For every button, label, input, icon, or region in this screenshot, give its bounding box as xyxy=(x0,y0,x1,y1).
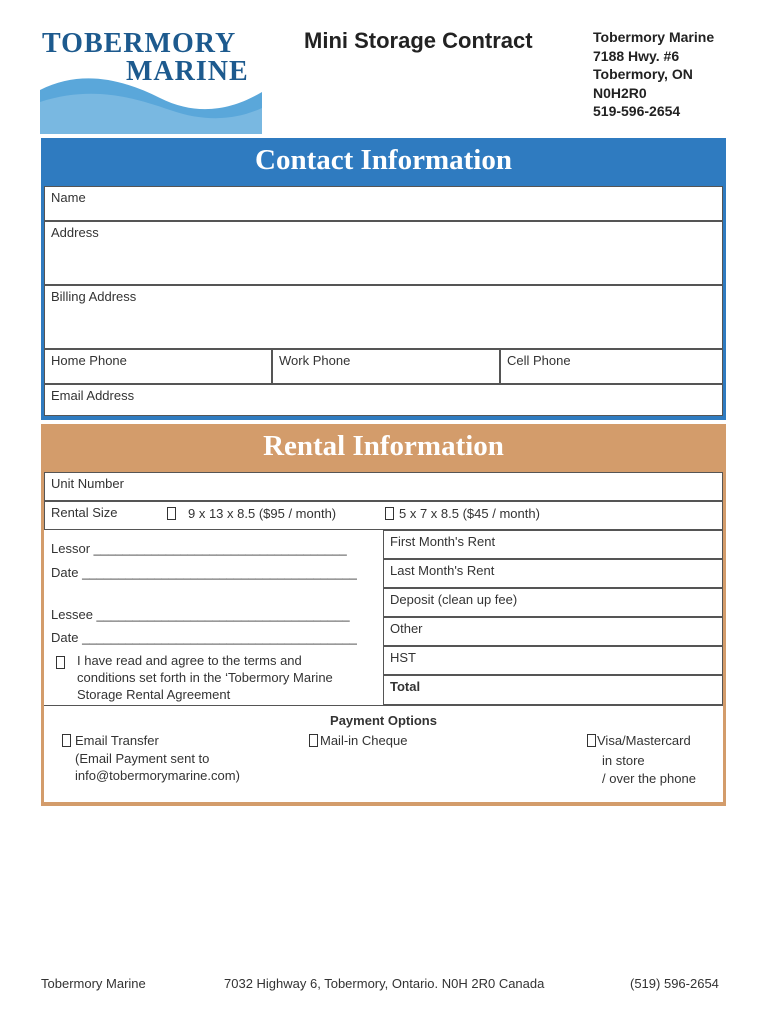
rental-section xyxy=(41,424,726,806)
cheque-checkbox[interactable] xyxy=(309,734,318,747)
home-phone-label: Home Phone xyxy=(51,353,127,368)
contact-section-title: Contact Information xyxy=(255,144,512,176)
email-field[interactable] xyxy=(44,384,723,416)
payment-divider xyxy=(44,705,723,706)
company-name: Tobermory Marine xyxy=(593,29,715,45)
card-note-1: in store xyxy=(602,753,645,768)
size-large-label: 9 x 13 x 8.5 ($95 / month) xyxy=(188,506,337,521)
lessee-line[interactable]: Lessee ___________________________________ xyxy=(51,607,350,622)
last-month-rent-label: Last Month's Rent xyxy=(390,563,495,578)
first-month-rent-field[interactable] xyxy=(383,530,723,559)
total-label: Total xyxy=(390,679,421,694)
footer-company: Tobermory Marine xyxy=(41,976,146,991)
card-note-2: / over the phone xyxy=(602,771,696,786)
company-address xyxy=(593,28,714,121)
date-line-2[interactable]: Date ______________________________________ xyxy=(51,630,357,645)
rental-section-title: Rental Information xyxy=(263,430,504,462)
billing-address-label: Billing Address xyxy=(51,289,137,304)
home-phone-field[interactable] xyxy=(44,349,272,384)
cell-phone-label: Cell Phone xyxy=(507,353,571,368)
email-transfer-note-2: info@tobermorymarine.com) xyxy=(75,768,240,783)
agree-text-1: I have read and agree to the terms and xyxy=(77,653,302,668)
last-month-rent-field[interactable] xyxy=(383,559,723,588)
address-label: Address xyxy=(51,225,99,240)
total-field[interactable] xyxy=(383,675,723,705)
footer-phone: (519) 596-2654 xyxy=(630,976,719,991)
name-field[interactable] xyxy=(44,186,723,221)
company-phone: 519-596-2654 xyxy=(593,103,681,119)
address-field[interactable] xyxy=(44,221,723,285)
contact-section xyxy=(41,138,726,420)
unit-number-label: Unit Number xyxy=(51,476,124,491)
company-city: Tobermory, ON xyxy=(593,66,693,82)
size-small-checkbox[interactable] xyxy=(385,507,394,520)
cell-phone-field[interactable] xyxy=(500,349,723,384)
work-phone-field[interactable] xyxy=(272,349,500,384)
other-field[interactable] xyxy=(383,617,723,646)
deposit-label: Deposit (clean up fee) xyxy=(390,592,518,607)
date-line-1[interactable]: Date ______________________________________ xyxy=(51,565,357,580)
company-postal: N0H2R0 xyxy=(593,84,647,101)
hst-label: HST xyxy=(390,650,416,665)
lessor-line[interactable]: Lessor ___________________________________ xyxy=(51,541,347,556)
billing-address-field[interactable] xyxy=(44,285,723,349)
name-label: Name xyxy=(51,190,86,205)
first-month-rent-label: First Month's Rent xyxy=(390,534,496,549)
card-checkbox[interactable] xyxy=(587,734,596,747)
work-phone-label: Work Phone xyxy=(279,353,351,368)
logo-text-line2: MARINE xyxy=(126,56,249,87)
company-street: 7188 Hwy. #6 xyxy=(593,47,680,64)
agree-text-2: conditions set forth in the ‘Tobermory Marine xyxy=(77,670,333,685)
other-label: Other xyxy=(390,621,423,636)
cheque-label: Mail-in Cheque xyxy=(320,733,408,748)
unit-number-field[interactable] xyxy=(44,472,723,501)
agree-checkbox[interactable] xyxy=(56,656,65,669)
agree-text-3: Storage Rental Agreement xyxy=(77,687,231,702)
rental-size-row xyxy=(44,501,723,530)
email-transfer-label: Email Transfer xyxy=(75,733,159,748)
card-label: Visa/Mastercard xyxy=(597,733,691,748)
size-small-label: 5 x 7 x 8.5 ($45 / month) xyxy=(399,506,540,521)
rental-size-label: Rental Size xyxy=(51,505,118,520)
payment-options-title: Payment Options xyxy=(330,713,437,728)
footer-address: 7032 Highway 6, Tobermory, Ontario. N0H 2R0 Canada xyxy=(224,976,545,991)
size-large-checkbox[interactable] xyxy=(167,507,176,520)
email-label: Email Address xyxy=(51,388,135,403)
company-logo xyxy=(40,30,262,134)
document-title: Mini Storage Contract xyxy=(304,28,533,53)
deposit-field[interactable] xyxy=(383,588,723,617)
logo-text-line1: TOBERMORY xyxy=(42,28,237,59)
email-transfer-note-1: (Email Payment sent to xyxy=(75,751,210,766)
email-transfer-checkbox[interactable] xyxy=(62,734,71,747)
hst-field[interactable] xyxy=(383,646,723,675)
